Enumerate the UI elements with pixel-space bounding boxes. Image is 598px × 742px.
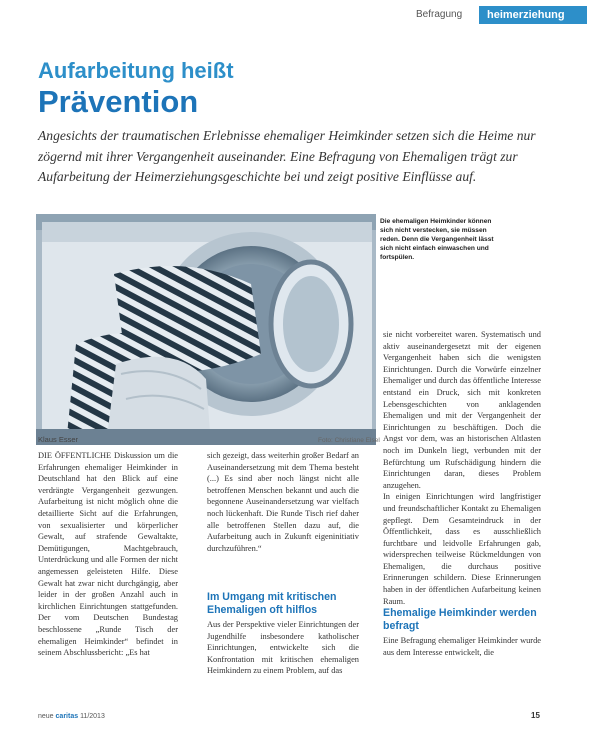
page-number: 15	[531, 711, 540, 720]
body-column-2-continued	[207, 619, 359, 677]
subheading: Ehemalige Heimkinder werden befragt	[383, 607, 537, 632]
body-column-3	[383, 329, 541, 607]
body-paragraph: Eine Befragung ehemaliger Heimkinder wurde aus dem Interesse entwickelt, die	[383, 636, 541, 657]
body-column-2	[207, 450, 359, 554]
body-paragraph: DIE ÖFFENTLICHE Diskussion um die Erfahrungen ehemaliger Heimkinder in Deutschland hat den Blick auf eine verdrängte Vergangenheit gezwungen. Aufarbeitung ist nicht möglich ohne die detaillierte Sicht auf die Erfahrungen, von sexualisierter und körperlicher Gewalt, auf strafende Gewaltakte, Demütigungen, Machtgebrauch, Unterdrückung und alle Formen der nicht angemessen geleisteten Hilfe. Diese Gewalt hat zwar nicht durchgängig, aber leider in der großen Anzahl auch in kirchlichen Einrichtungen stattgefunden. Der vom Deutschen Bundestag beschlossene „Runde Tisch der ehemaligen Heimkinder“ befindet in seinem Abschlussbericht: „Es hat	[38, 451, 178, 658]
body-paragraph: sie nicht vorbereitet waren. Systematisch und aktiv auseinandergesetzt mit der eigenen Vergangenheit haben sich die wenigsten Einrichtungen. Durch die Vorwürfe einzelner Ehemaliger und durch das öffentliche Interesse entstand ein Druck, sich mit konkreten Lebensgeschichten von anklagenden Ehemaligen und mit der Vergangenheit der Einrichtungen zu beschäftigen. Doch die Angst vor dem, was an historischen Altlasten noch im Dunkeln liegt, verbunden mit der Befürchtung um Rufschädigung hindern die Einrichtungen daran, dieses Problem anzugehen. In einigen Einrichtungen wird langfristiger und freundschaftlicher Kontakt zu Ehemaligen gepflegt. Dem Gesamteindruck in der Öffentlichkeit, dass es ausschließlich furchtbare und leidvolle Erfahrungen gab, widersprechen teilweise Rückmeldungen von Ehemaligen, die durchaus positive Erinnerungen schildern. Diese Erinnerungen haben in der öffentlichen Aufarbeitung keinen Raum.	[383, 330, 541, 606]
body-column-1	[38, 450, 178, 659]
body-paragraph: sich gezeigt, dass weiterhin großer Bedarf an Auseinandersetzung mit dem Thema besteht (...) Es sind aber noch längst nicht alle betroffenen Menschen bekannt und auch die begonnene Auseinandersetzung war vielfach noch lückenhaft. Die Runde Tisch rief daher alle betroffenen Stellen dazu auf, die Aufarbeitung auch in Zukunft eigeninitiativ durchzuführen.“	[207, 451, 359, 553]
body-column-3-continued	[383, 635, 541, 658]
magazine-prefix: neue	[38, 713, 54, 720]
issue-number: 11/2013	[80, 713, 105, 720]
author-name: Klaus Esser	[38, 435, 79, 444]
subheading: Im Umgang mit kritischen Ehemaligen oft hilflos	[207, 591, 337, 616]
photo-illustration	[36, 214, 376, 445]
photo-credit: Foto: Christiane Elsel	[318, 437, 380, 444]
body-paragraph: Aus der Perspektive vieler Einrichtungen der Jugendhilfe insbesondere katholischer Einrichtungen, entwickelte sich die Konfrontation mit kritischen ehemaligen Heimkindern zu einem Problem, auf das	[207, 620, 359, 676]
magazine-name: caritas	[55, 713, 79, 720]
footer-magazine	[38, 713, 105, 720]
article-lead: Angesichts der traumatischen Erlebnisse ehemaliger Heimkinder setzen sich die Heime nur zögernd mit ihrer Vergangenheit auseinander. Eine Befragung von Ehemaligen trägt zur Aufarbeitung der Heimerziehungsgeschichte bei und zeigt positive Einflüsse auf.	[38, 128, 536, 184]
rubric-label: Befragung	[416, 9, 463, 20]
article-kicker: Aufarbeitung heißt	[38, 58, 234, 83]
rubric-tag: heimerziehung	[479, 6, 587, 24]
photo-caption: Die ehemaligen Heimkinder können sich nicht verstecken, sie müssen reden. Denn die Vergangenheit lässt sich nicht einfach einwaschen und fortspülen.	[380, 218, 494, 261]
article-headline: Prävention	[38, 84, 199, 119]
washing-machine-photo	[36, 214, 376, 445]
